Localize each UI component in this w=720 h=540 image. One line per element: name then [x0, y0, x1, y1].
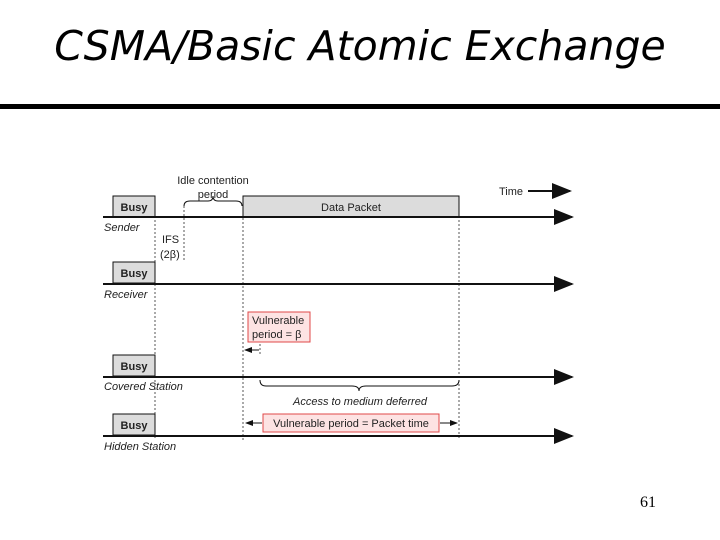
- access-deferred-label: Access to medium deferred: [293, 396, 427, 408]
- vulnerable-packet-label: Vulnerable period = Packet time: [273, 418, 429, 430]
- covered-station-label: Covered Station: [104, 381, 183, 393]
- hidden-station-label: Hidden Station: [104, 441, 177, 453]
- ifs-label-2: (2β): [160, 249, 180, 261]
- sender-busy-label: Busy: [120, 202, 148, 214]
- receiver-busy-label: Busy: [120, 268, 148, 280]
- idle-contention-brace: [184, 196, 242, 206]
- time-label: Time: [499, 186, 524, 198]
- idle-contention-label-2: period: [197, 189, 229, 201]
- page-number: 61: [640, 494, 656, 511]
- hidden-busy-label: Busy: [120, 420, 148, 432]
- sender-label: Sender: [104, 222, 140, 234]
- vulnerable-beta-label: Vulnerable: [252, 315, 305, 327]
- vulnerable-beta-label-2: period = β: [252, 329, 302, 341]
- slide-title: CSMA/Basic Atomic Exchange: [54, 22, 666, 70]
- data-packet-label: Data Packet: [321, 202, 381, 214]
- access-deferred-brace: [260, 380, 459, 391]
- ifs-label: IFS: [162, 234, 180, 246]
- covered-busy-label: Busy: [120, 361, 148, 373]
- idle-contention-label: Idle contention: [177, 175, 249, 187]
- receiver-label: Receiver: [104, 289, 148, 301]
